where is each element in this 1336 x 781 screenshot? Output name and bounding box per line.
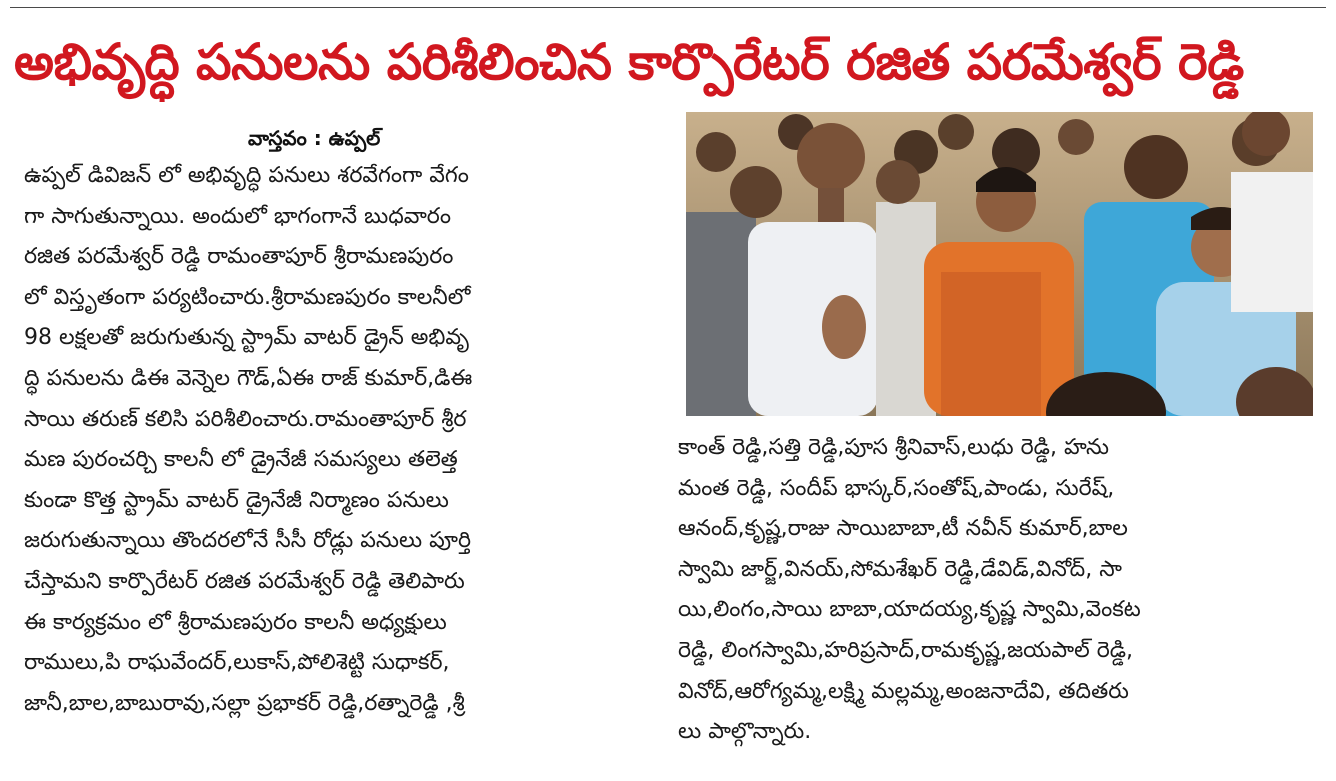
body-line: ఈ కార్యక్రమం లో శ్రీరామణపురం కాలనీ అధ్యక్షులు (24, 609, 447, 635)
body-line: జానీ,బాల,బాబురావు,సల్లా ప్రభాకర్ రెడ్డి,రత్నారెడ్డి ,శ్రీ (24, 690, 465, 716)
body-line: 98 లక్షలతో జరుగుతున్న స్ట్రామ్ వాటర్ డ్రైన్ అభివృ (24, 325, 469, 351)
body-line: చేస్తామని కార్పొరేటర్ రజిత పరమేశ్వర్ రెడ్డి తెలిపారు (24, 568, 465, 594)
body-line: యి,లింగం,సాయి బాబా,యాదయ్య,కృష్ణ స్వామి,వెంకట (678, 597, 1141, 623)
article-headline: అభివృద్ధి పనులను పరిశీలించిన కార్పొరేటర్ రజిత పరమేశ్వర్ రెడ్డి (14, 33, 1244, 91)
body-line: ఆనంద్,కృష్ణ,రాజు సాయిబాబా,టీ నవీన్ కుమార్,బాల (678, 516, 1128, 542)
body-line: కాంత్ రెడ్డి,సత్తి రెడ్డి,పూస శ్రీనివాస్,లుధు రెడ్డి, హను (678, 435, 1110, 460)
body-line: లో విస్తృతంగా పర్యటించారు.శ్రీరామణపురం కాలనీలో (24, 284, 471, 310)
body-line: రెడ్డి, లింగస్వామి,హరిప్రసాద్,రామకృష్ణ,జయపాల్ రెడ్డి, (678, 637, 1134, 663)
article-body-right-column (678, 428, 1318, 776)
body-line: స్వామి జార్జ్,వినయ్,సోమశేఖర్ రెడ్డి,డేవిడ్,వినోద్, సా (678, 556, 1122, 582)
body-line: లు పాల్గొన్నారు. (678, 719, 812, 745)
body-line: కుండా కొత్త స్ట్రామ్ వాటర్ డ్రైనేజీ నిర్మాణం పనులు (24, 487, 449, 513)
top-rule (10, 7, 1326, 8)
body-line: రాములు,పి రాఘవేందర్,లుకాస్,పోలిశెట్టి సుధాకర్, (24, 650, 450, 676)
news-photo (686, 112, 1313, 416)
body-line: రజిత పరమేశ్వర్ రెడ్డి రామంతాపూర్ శ్రీరామణపురం (24, 244, 454, 270)
body-line: ఉప్పల్ డివిజన్ లో అభివృద్ధి పనులు శరవేగంగా వేగం (24, 163, 469, 188)
article-dateline: వాస్తవం : ఉప్పల్ (248, 126, 381, 150)
body-line: సాయి తరుణ్ కలిసి పరిశీలించారు.రామంతాపూర్ శ్రీర (24, 406, 467, 432)
body-line: మణ పురంచర్చి కాలనీ లో డ్రైనేజీ సమస్యలు తలెత్త (24, 447, 458, 473)
body-line: ద్ధి పనులను డిఈ వెన్నెల గౌడ్,ఏఈ రాజ్ కుమార్,డిఈ (24, 365, 473, 391)
body-line: గా సాగుతున్నాయి. అందులో భాగంగానే బుధవారం (24, 203, 451, 229)
article-body-left-column (24, 156, 664, 776)
body-line: మంత రెడ్డి, సందీప్ భాస్కర్,సంతోష్,పాండు, సురేష్, (678, 475, 1115, 501)
body-line: వినోద్,ఆరోగ్యమ్మ,లక్ష్మి మల్లమ్మ,అంజనాదేవి, తదితరు (678, 678, 1129, 704)
body-line: జరుగుతున్నాయి తొందరలోనే సీసీ రోడ్లు పనులు పూర్తి (24, 528, 472, 554)
